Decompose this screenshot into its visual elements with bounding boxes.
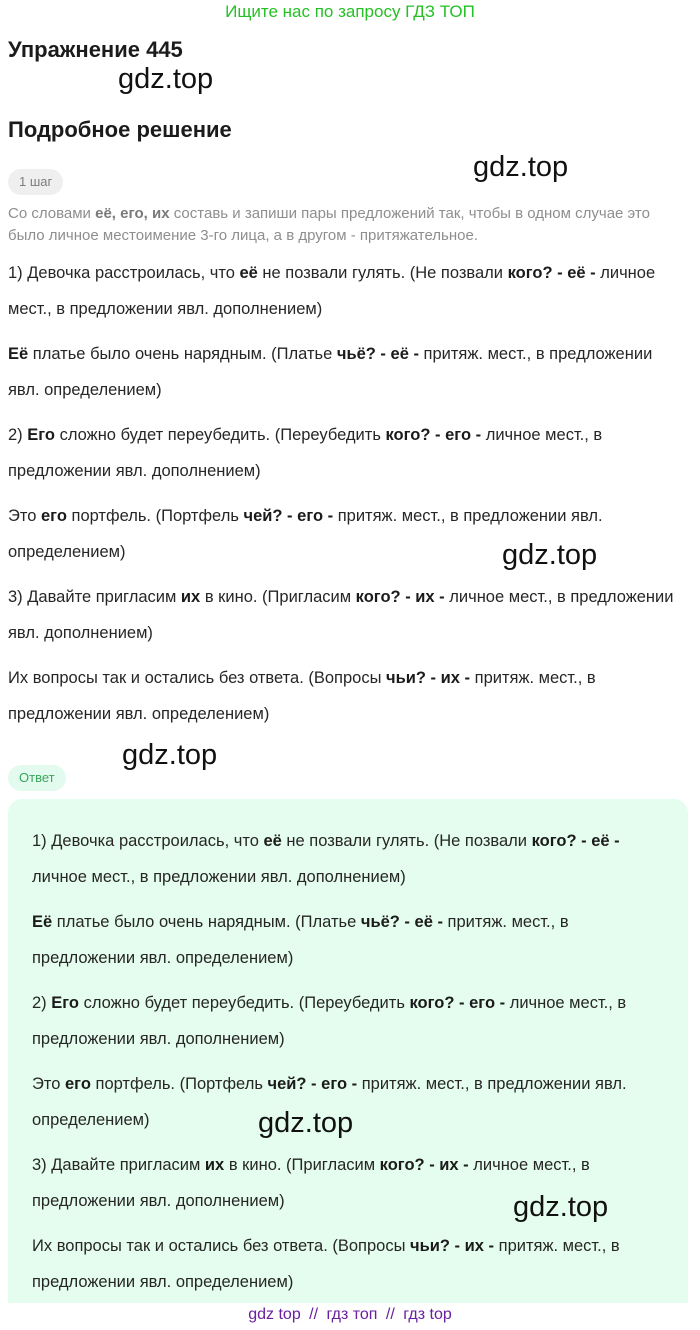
watermark: gdz.top	[502, 539, 598, 571]
answer-content	[32, 823, 672, 1309]
search-banner: Ищите нас по запросу ГДЗ ТОП	[225, 2, 475, 21]
answer-paragraph: Это его портфель. (Портфель чей? - его - притяж. мест., в предложении явл. определением)	[32, 1075, 627, 1129]
answer-paragraph: 1) Девочка расстроилась, что её не позвали гулять. (Не позвали кого? - её - личное мест., в предложении явл. дополнением)	[32, 832, 620, 886]
watermark: gdz.top	[473, 151, 569, 183]
answer-badge: Ответ	[8, 765, 66, 791]
section-title: Подробное решение	[8, 117, 232, 142]
solution-paragraph: Её платье было очень нарядным. (Платье чьё? - её - притяж. мест., в предложении явл. определением)	[8, 345, 653, 399]
footer-link-gdz-top-ru[interactable]: гдз топ	[326, 1306, 378, 1323]
watermark: gdz.top	[513, 1191, 609, 1223]
footer-links	[0, 1304, 700, 1326]
footer-separator: //	[309, 1306, 319, 1323]
answer-paragraph: Их вопросы так и остались без ответа. (Вопросы чьи? - их - притяж. мест., в предложении явл. определением)	[32, 1237, 620, 1291]
answer-paragraph: Её платье было очень нарядным. (Платье чьё? - её - притяж. мест., в предложении явл. определением)	[32, 913, 569, 967]
solution-paragraph: 1) Девочка расстроилась, что её не позвали гулять. (Не позвали кого? - её - личное мест., в предложении явл. дополнением)	[8, 264, 656, 318]
solution-paragraph: 3) Давайте пригласим их в кино. (Пригласим кого? - их - личное мест., в предложении явл. дополнением)	[8, 588, 674, 642]
task-text: Со словами её, его, их составь и запиши пары предложений так, чтобы в одном случае это было личное местоимение 3-го лица, а в другом - притяжательное.	[8, 205, 650, 244]
footer-separator: //	[385, 1306, 395, 1323]
answer-box	[8, 799, 688, 1303]
watermark: gdz.top	[118, 63, 214, 95]
answer-paragraph: 2) Его сложно будет переубедить. (Переубедить кого? - его - личное мест., в предложении явл. дополнением)	[32, 994, 627, 1048]
footer-link-gdz-top[interactable]: gdz top	[248, 1306, 301, 1323]
solution-block	[8, 255, 688, 741]
page-title: Упражнение 445	[8, 37, 183, 62]
solution-paragraph: Это его портфель. (Портфель чей? - его - притяж. мест., в предложении явл. определением)	[8, 507, 603, 561]
solution-paragraph: 2) Его сложно будет переубедить. (Переубедить кого? - его - личное мест., в предложении явл. дополнением)	[8, 426, 603, 480]
footer-link-gdz-top-mixed[interactable]: гдз top	[403, 1306, 452, 1323]
answer-paragraph: 3) Давайте пригласим их в кино. (Пригласим кого? - их - личное мест., в предложении явл. дополнением)	[32, 1156, 590, 1210]
watermark: gdz.top	[122, 739, 218, 771]
step-badge: 1 шаг	[8, 169, 63, 195]
solution-paragraph: Их вопросы так и остались без ответа. (Вопросы чьи? - их - притяж. мест., в предложении явл. определением)	[8, 669, 596, 723]
watermark: gdz.top	[258, 1107, 354, 1139]
